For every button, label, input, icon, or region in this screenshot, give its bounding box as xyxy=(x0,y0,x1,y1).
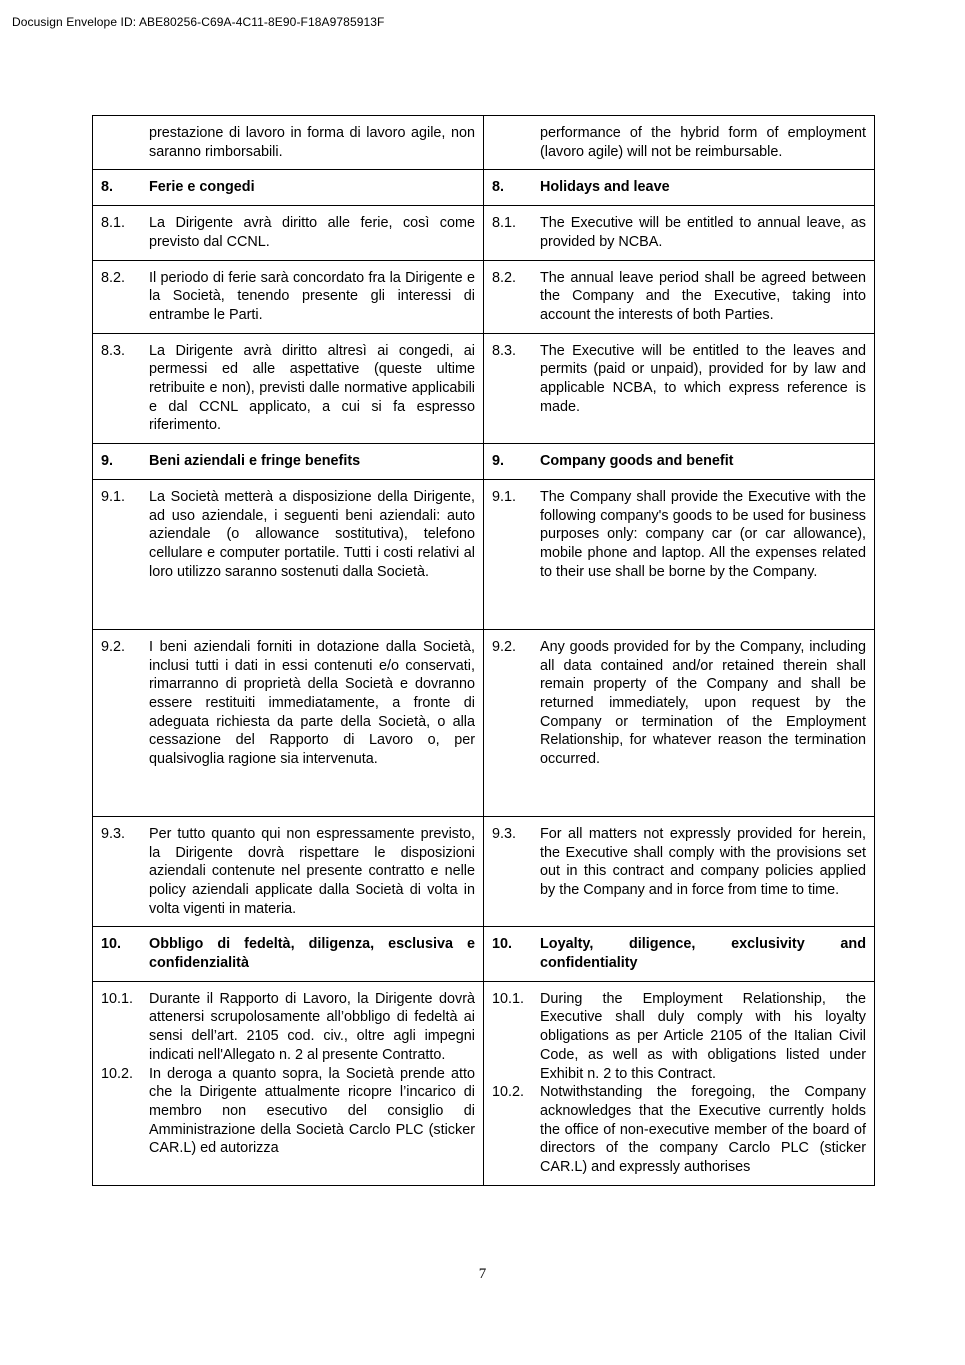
english-cell xyxy=(484,479,875,629)
clause-text: prestazione di lavoro in forma di lavoro agile, non saranno rimborsabili. xyxy=(149,125,475,160)
clause-text: For all matters not expressly provided for herein, the Executive shall comply with the provisions set out in this contract and company policies applied by the Company and in force from time to time. xyxy=(540,825,866,898)
clause-number: 9.1. xyxy=(101,488,126,505)
clause-paragraph xyxy=(101,1065,475,1159)
clause-number: 9.3. xyxy=(492,825,517,842)
italian-cell xyxy=(93,629,484,816)
clause-number: 8.3. xyxy=(492,342,517,359)
clause-text: The Executive will be entitled to annual leave, as provided by NCBA. xyxy=(540,215,866,250)
clause-number: 10.1. xyxy=(492,990,525,1007)
clause-text: During the Employment Relationship, the Executive shall duly comply with his loyalty obligations as per Article 2105 of the Italian Civil Code, as well as with obligations listed under Exhibit n. 2 to this Contract. xyxy=(540,990,866,1082)
english-cell xyxy=(484,206,875,260)
english-cell xyxy=(484,981,875,1185)
clause-row xyxy=(93,479,875,629)
clause-text: La Dirigente avrà diritto altresì ai congedi, ai permessi ed alle aspettative (queste ultime retribuite e non), previsti dalle normative applicabili e dal CCNL applicato, a cui si fa espresso riferimento. xyxy=(149,342,475,434)
english-cell xyxy=(484,444,875,480)
clause-paragraph xyxy=(101,935,475,972)
clause-text: Per tutto quanto qui non espressamente previsto, la Dirigente dovrà rispettare le disposizioni aziendali contenute nel presente contratto e nelle policy aziendali applicate dalla Società di volta in volta vigenti in materia. xyxy=(149,825,475,917)
clause-text: In deroga a quanto sopra, la Società prende atto che la Dirigente attualmente ricopre l’incarico di membro non esecutivo del consiglio di Amministrazione della Società Carclo PLC (sticker CAR.L) ed autorizza xyxy=(149,1065,475,1157)
clause-text: The Company shall provide the Executive with the following company's goods to be used for business purposes only: company car (or car allowance), mobile phone and laptop. All the expenses related to their use shall be borne by the Company. xyxy=(540,488,866,580)
clause-paragraph xyxy=(101,269,475,325)
clause-number: 8.3. xyxy=(101,342,126,359)
clause-paragraph xyxy=(492,638,866,769)
bilingual-contract-table xyxy=(92,115,875,1186)
english-cell xyxy=(484,260,875,333)
clause-number: 8.2. xyxy=(101,269,126,286)
clause-number: 10. xyxy=(101,936,122,953)
clause-paragraph xyxy=(101,342,475,436)
clause-number: 9. xyxy=(492,453,505,470)
clause-number: 9.2. xyxy=(492,638,517,655)
clause-paragraph xyxy=(101,990,475,1065)
clause-row xyxy=(93,629,875,816)
clause-paragraph xyxy=(492,178,866,197)
clause-row xyxy=(93,260,875,333)
clause-paragraph xyxy=(492,1083,866,1177)
clause-row xyxy=(93,816,875,927)
clause-paragraph xyxy=(492,488,866,582)
italian-cell xyxy=(93,444,484,480)
clause-paragraph xyxy=(492,124,866,161)
clause-text: La Dirigente avrà diritto alle ferie, così come previsto dal CCNL. xyxy=(149,215,475,250)
italian-cell xyxy=(93,816,484,927)
clause-row xyxy=(93,206,875,260)
english-cell xyxy=(484,116,875,170)
clause-text: Durante il Rapporto di Lavoro, la Dirigente dovrà attenersi scrupolosamente all’obbligo di fedeltà ai sensi dell’art. 2105 cod. civ., oltre agli impegni indicati nell'Allegato n. 2 al presente Contratto. xyxy=(149,990,475,1063)
clause-paragraph xyxy=(492,342,866,417)
section-title: Holidays and leave xyxy=(540,179,670,196)
section-heading-row xyxy=(93,444,875,480)
clause-row xyxy=(93,333,875,444)
clause-paragraph xyxy=(101,178,475,197)
clause-paragraph xyxy=(492,990,866,1084)
clause-paragraph xyxy=(101,488,475,582)
clause-paragraph xyxy=(101,825,475,919)
clause-text: La Società metterà a disposizione della Dirigente, ad uso aziendale, i seguenti beni aziendali: auto aziendale (o allowance sostitutiva), telefono cellulare e computer portatile. Tutti i costi relativi al loro utilizzo saranno sostenuti dalla Società. xyxy=(149,488,475,580)
clause-text: I beni aziendali forniti in dotazione dalla Società, inclusi tutti i dati in essi contenuti e/o conservati, rimarranno di proprietà della Società e dovranno essere restituiti immediatamente, a fronte di adeguata richiesta da parte della Società, o alla cessazione del Rapporto di Lavoro o, per qualsivoglia ragione sia intervenuta. xyxy=(149,638,475,768)
clause-number xyxy=(492,124,540,161)
section-title: Loyalty, diligence, exclusivity and confidentiality xyxy=(540,936,866,972)
clause-number: 9.3. xyxy=(101,825,126,842)
page-number: 7 xyxy=(478,1266,487,1282)
clause-number: 8.1. xyxy=(492,215,517,232)
italian-cell xyxy=(93,981,484,1185)
section-heading-row xyxy=(93,927,875,981)
clause-text: Notwithstanding the foregoing, the Company acknowledges that the Executive currently holds the office of non-executive member of the board of directors of the company Carclo PLC (sticker CAR.L) and expressly authorises xyxy=(540,1084,866,1176)
italian-cell xyxy=(93,260,484,333)
clause-text: Any goods provided for by the Company, including all data contained and/or retained therein shall remain property of the Company and shall be returned immediately, upon request by the Company or termination of the Employment Relationship, for whatever reason the termination occurred. xyxy=(540,638,866,768)
clause-text: performance of the hybrid form of employment (lavoro agile) will not be reimbursable. xyxy=(540,125,866,160)
english-cell xyxy=(484,816,875,927)
clause-paragraph xyxy=(101,124,475,161)
english-cell xyxy=(484,333,875,444)
clause-number: 9.2. xyxy=(101,638,126,655)
english-cell xyxy=(484,629,875,816)
italian-cell xyxy=(93,206,484,260)
section-title: Company goods and benefit xyxy=(540,453,734,470)
clause-paragraph xyxy=(492,214,866,251)
clause-paragraph xyxy=(492,825,866,900)
clause-paragraph xyxy=(101,452,475,471)
clause-number: 8.1. xyxy=(101,215,126,232)
clause-row xyxy=(93,981,875,1185)
clause-number: 10.2. xyxy=(101,1065,134,1082)
clause-number: 9.1. xyxy=(492,488,517,505)
clause-text: Il periodo di ferie sarà concordato fra la Dirigente e la Società, tenendo presente gli interessi di entrambe le Parti. xyxy=(149,269,475,323)
clause-number xyxy=(101,124,149,161)
clause-number: 10.2. xyxy=(492,1084,525,1101)
clause-number: 10. xyxy=(492,936,513,953)
clause-number: 8. xyxy=(492,179,505,196)
italian-cell xyxy=(93,333,484,444)
english-cell xyxy=(484,170,875,206)
clause-paragraph xyxy=(101,638,475,769)
clause-row xyxy=(93,116,875,170)
clause-number: 10.1. xyxy=(101,990,134,1007)
clause-paragraph xyxy=(492,935,866,972)
clause-number: 9. xyxy=(101,453,114,470)
clause-text: The annual leave period shall be agreed between the Company and the Executive, taking into account the interests of both Parties. xyxy=(540,269,866,323)
italian-cell xyxy=(93,479,484,629)
section-title: Beni aziendali e fringe benefits xyxy=(149,453,361,470)
clause-number: 8. xyxy=(101,179,114,196)
clause-paragraph xyxy=(101,214,475,251)
italian-cell xyxy=(93,927,484,981)
english-cell xyxy=(484,927,875,981)
section-title: Ferie e congedi xyxy=(149,179,255,196)
italian-cell xyxy=(93,116,484,170)
clause-paragraph xyxy=(492,452,866,471)
section-title: Obbligo di fedeltà, diligenza, esclusiva e confidenzialità xyxy=(149,936,475,972)
italian-cell xyxy=(93,170,484,206)
envelope-id: Docusign Envelope ID: ABE80256-C69A-4C11-8E90-F18A9785913F xyxy=(12,15,385,29)
clause-paragraph xyxy=(492,269,866,325)
clause-number: 8.2. xyxy=(492,269,517,286)
clause-text: The Executive will be entitled to the leaves and permits (paid or unpaid), provided for by law and applicable NCBA, to which express reference is made. xyxy=(540,342,866,415)
section-heading-row xyxy=(93,170,875,206)
